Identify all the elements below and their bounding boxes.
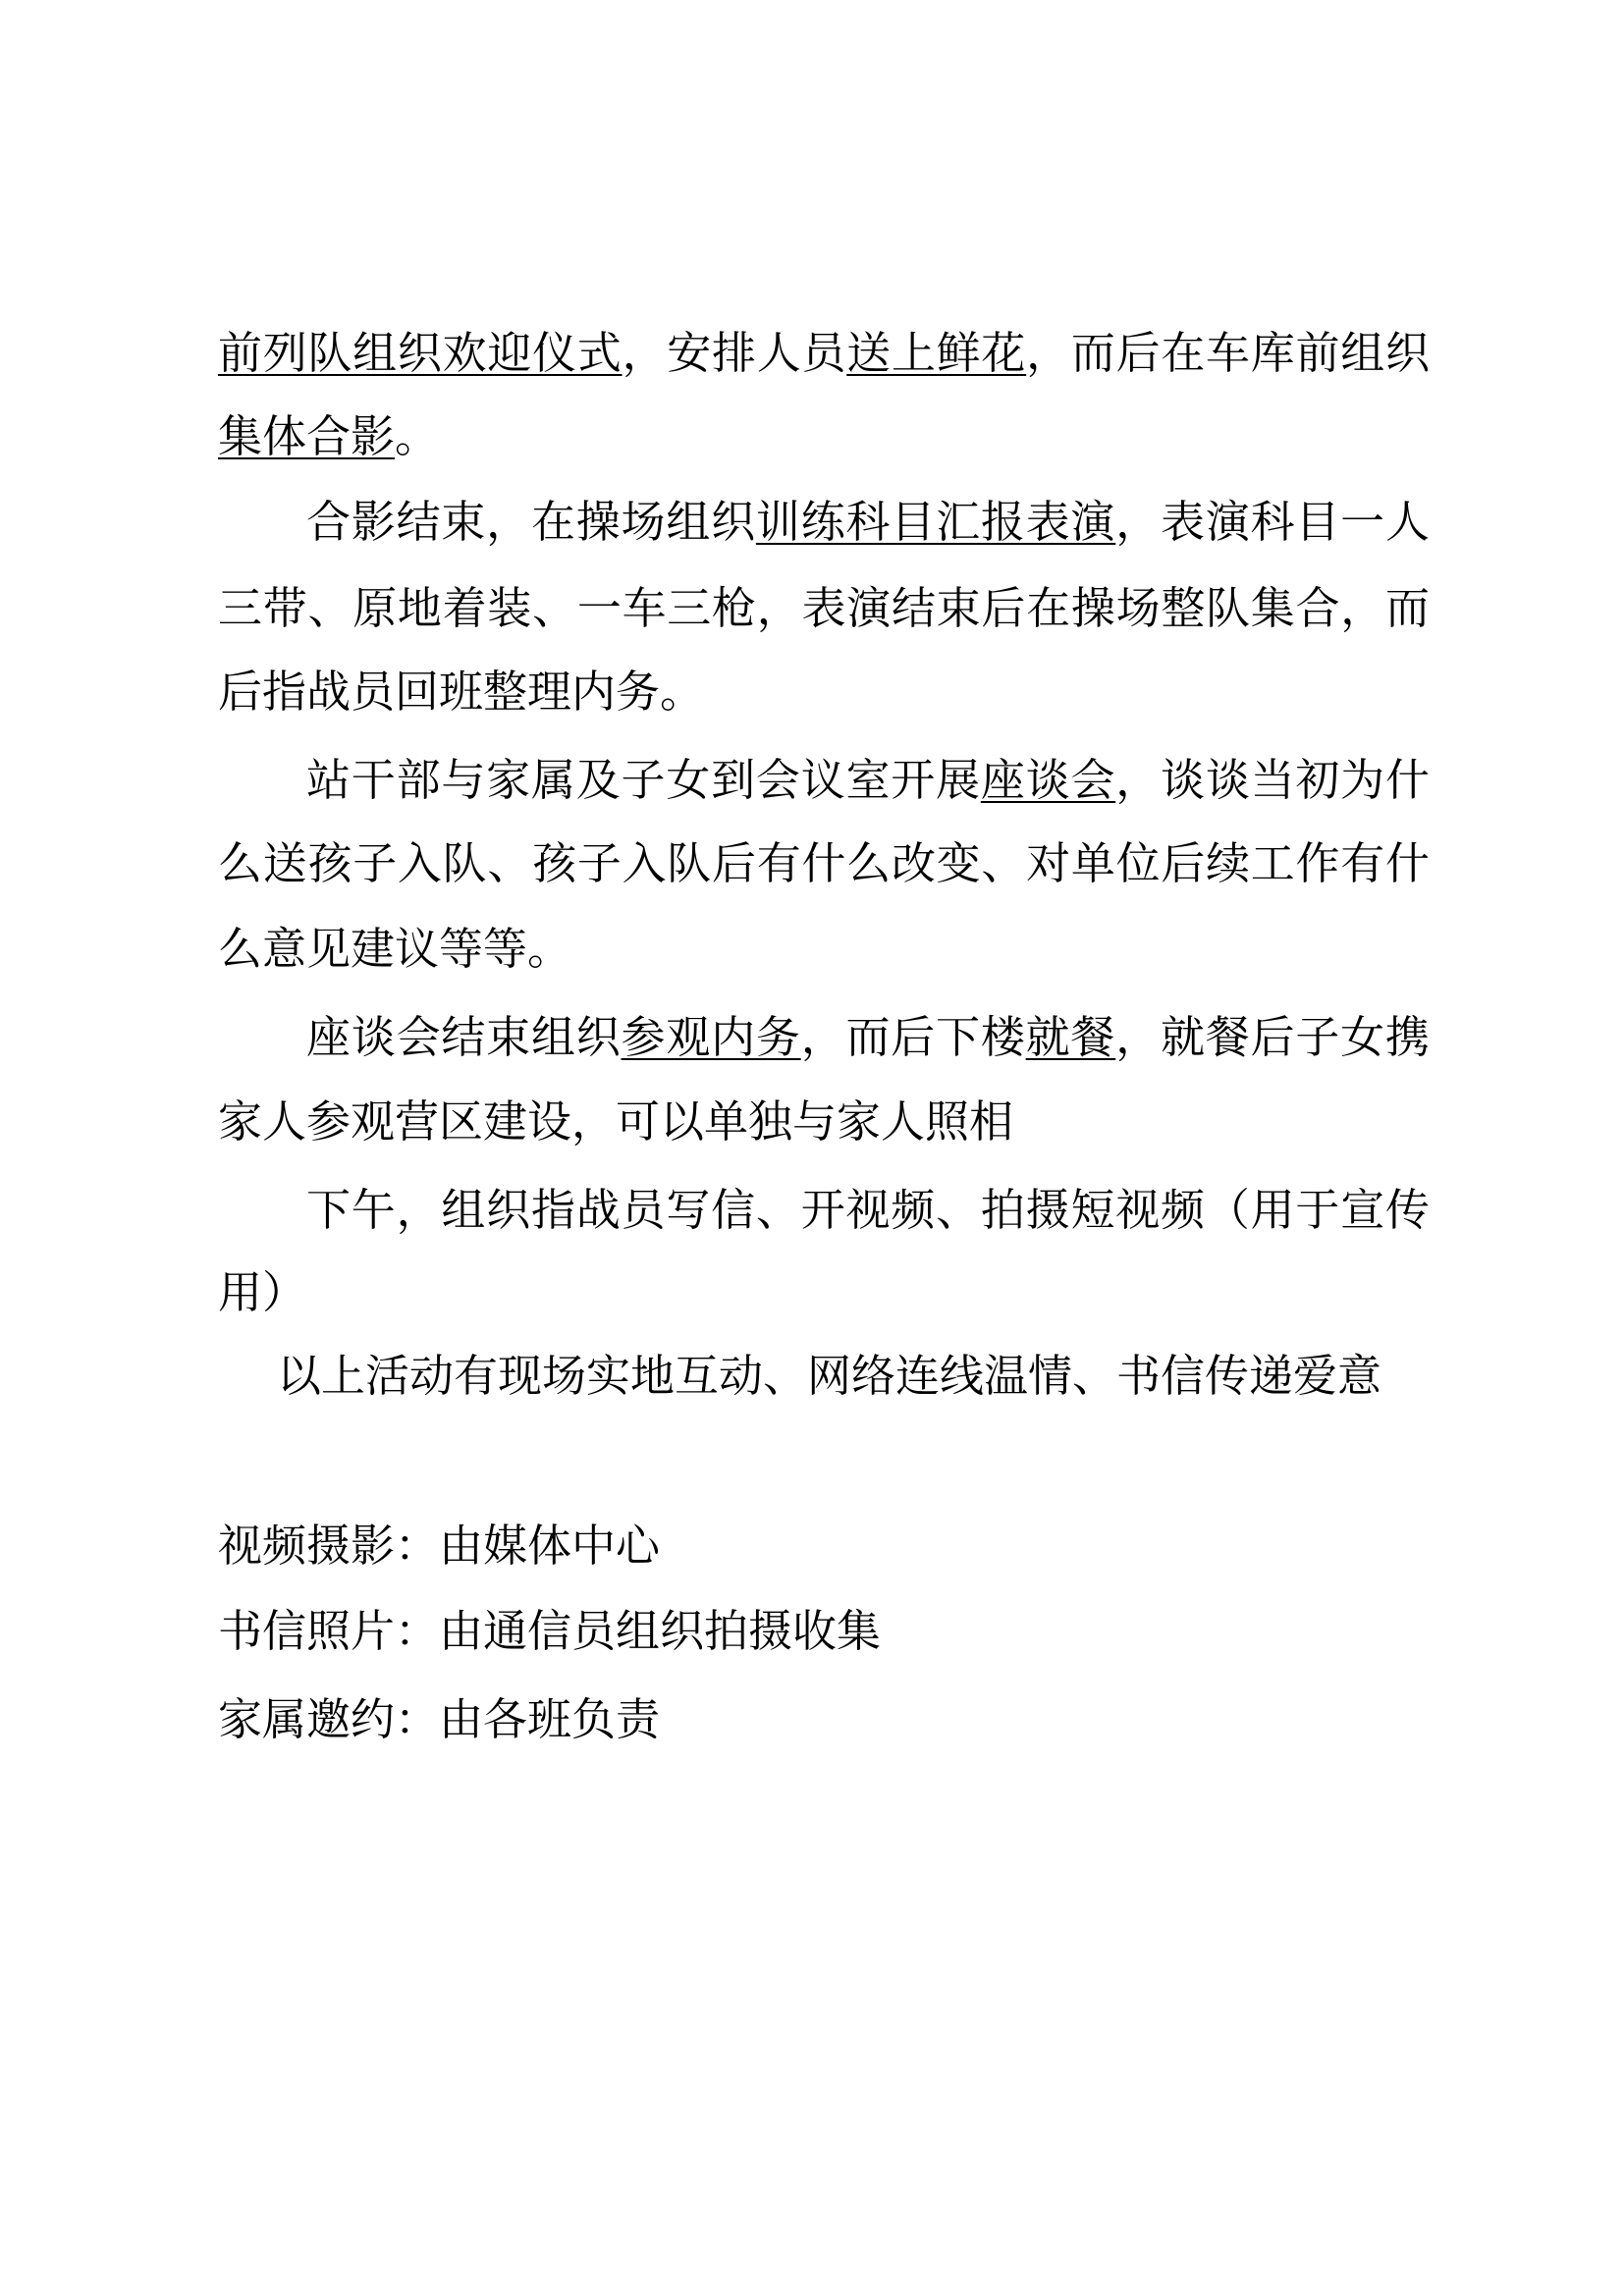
underlined-phrase: 集体合影 [218, 410, 396, 462]
text-segment: ，安排人员 [622, 327, 847, 379]
text-segment: ，而后下楼 [800, 1011, 1026, 1063]
underlined-phrase: 参观内务 [621, 1011, 801, 1063]
text-line [218, 1263, 1430, 1322]
text-line [218, 407, 1430, 466]
text-segment: 站干部与家属及子女到会议室开展 [306, 754, 981, 806]
text-line [218, 663, 1430, 721]
text-line [306, 1181, 1430, 1240]
text-segment: 座谈会结束组织 [306, 1011, 622, 1063]
text-segment: ，而后在车库前组织 [1026, 327, 1430, 379]
text-segment: 下午，组织指战员写信、开视频、拍摄短视频（用于宣传 [306, 1184, 1430, 1236]
text-segment: 合影结束，在操场组织 [306, 496, 756, 548]
text-segment: ，表演科目一人 [1115, 496, 1430, 548]
text-line [306, 493, 1430, 552]
text-segment: 用） [218, 1266, 307, 1318]
text-segment: 三带、原地着装、一车三枪，表演结束后在操场整队集合，而 [218, 582, 1430, 634]
text-line [277, 1347, 1489, 1406]
text-segment: 家人参观营区建设，可以单独与家人照相 [218, 1095, 1014, 1148]
text-line [218, 920, 1430, 979]
text-segment: 视频摄影：由媒体中心 [218, 1520, 661, 1572]
text-line [218, 1690, 1430, 1749]
underlined-phrase: 送上鲜花 [846, 327, 1027, 379]
text-line [218, 1517, 1430, 1575]
text-line [218, 324, 1430, 383]
text-segment: 书信照片：由通信员组织拍摄收集 [218, 1605, 882, 1657]
underlined-phrase: 座谈会 [980, 754, 1116, 806]
text-line [306, 1008, 1430, 1067]
underlined-phrase: 前列队组织欢迎仪式 [218, 327, 623, 379]
text-line [218, 1602, 1430, 1661]
text-segment: ，谈谈当初为什 [1115, 754, 1430, 806]
underlined-phrase: 训练科目汇报表演 [755, 496, 1116, 548]
text-segment: 。 [395, 410, 440, 462]
text-segment: 么送孩子入队、孩子入队后有什么改变、对单位后续工作有什 [218, 837, 1430, 889]
text-segment: 家属邀约：由各班负责 [218, 1693, 661, 1745]
text-line [218, 579, 1430, 638]
text-segment: 以上活动有现场实地互动、网络连线温情、书信传递爱意 [277, 1350, 1382, 1402]
text-line [306, 751, 1430, 810]
text-segment: 后指战员回班整理内务。 [218, 666, 705, 718]
text-segment: 么意见建议等等。 [218, 923, 572, 975]
underlined-phrase: 就餐 [1025, 1011, 1116, 1063]
text-line [218, 834, 1430, 893]
text-segment: ，就餐后子女携 [1115, 1011, 1430, 1063]
text-line [218, 1093, 1430, 1151]
